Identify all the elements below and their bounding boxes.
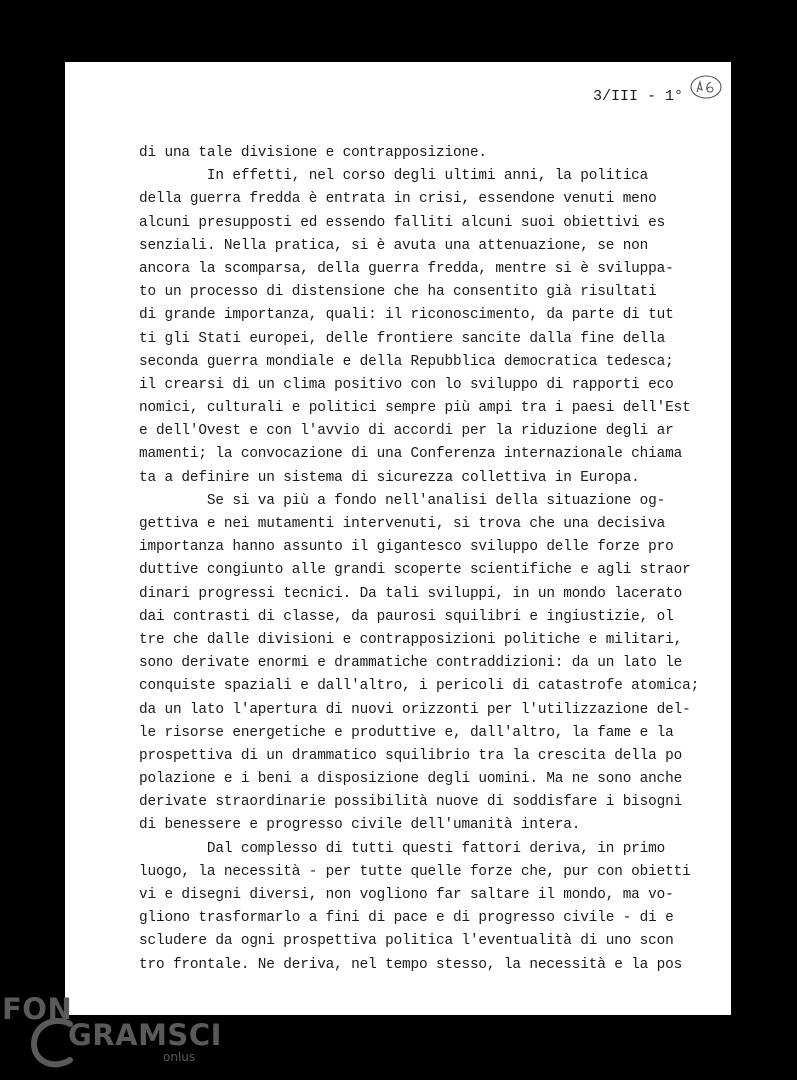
text-line: Se si va più a fondo nell'analisi della situazione og-: [139, 492, 666, 509]
text-line: nomici, culturali e politici sempre più ampi tra i paesi dell'Est: [139, 400, 691, 417]
text-line: vi e disegni diversi, non vogliono far saltare il mondo, ma vo-: [139, 887, 674, 903]
text-line: senziali. Nella pratica, si è avuta una attenuazione, se non: [139, 237, 649, 254]
text-line: della guerra fredda è entrata in crisi, essendone venuti meno: [139, 191, 657, 208]
text-line: il crearsi di un clima positivo con lo sviluppo di rapporti eco: [139, 376, 674, 393]
text-line: ta a definire un sistema di sicurezza collettiva in Europa.: [139, 469, 640, 486]
document-body: [139, 142, 739, 977]
text-line: scludere da ogni prospettiva politica l'eventualità di uno scon: [139, 933, 674, 950]
logo-text-fon: FON: [2, 992, 73, 1026]
text-line: ancora la scomparsa, della guerra fredda, mentre si è sviluppa-: [139, 260, 674, 277]
handwritten-page-mark: [689, 74, 723, 100]
text-line: polazione e i beni a disposizione degli uomini. Ma ne sono anche: [139, 771, 683, 788]
fondazione-gramsci-logo: [0, 992, 222, 1072]
text-line: e dell'Ovest e con l'avvio di accordi per la riduzione degli ar: [139, 423, 674, 440]
text-line: In effetti, nel corso degli ultimi anni, la politica: [139, 168, 649, 185]
text-line: prospettiva di un drammatico squilibrio tra la crescita della po: [139, 747, 683, 764]
text-line: dai contrasti di classe, da paurosi squilibri e ingiustizie, ol: [139, 608, 674, 625]
text-line: gliono trasformarlo a fini di pace e di progresso civile - di e: [139, 910, 674, 927]
text-line: tre che dalle divisioni e contrapposizioni politiche e militari,: [139, 631, 683, 648]
text-line: di una tale divisione e contrapposizione.: [139, 145, 487, 161]
text-line: to un processo di distensione che ha consentito già risultati: [139, 284, 657, 301]
logo-tagline: onlus: [163, 1050, 196, 1064]
text-line: di benessere e progresso civile dell'umanità intera.: [139, 817, 581, 834]
text-line: conquiste spaziali e dall'altro, i pericoli di catastrofe atomica;: [139, 678, 700, 695]
text-line: di grande importanza, quali: il riconoscimento, da parte di tut: [139, 307, 674, 324]
text-line: ti gli Stati europei, delle frontiere sancite dalla fine della: [139, 330, 666, 347]
logo-text-gramsci: GRAMSCI: [68, 1018, 222, 1052]
text-line: importanza hanno assunto il gigantesco sviluppo delle forze pro: [139, 539, 674, 556]
text-line: tro frontale. Ne deriva, nel tempo stesso, la necessità e la pos: [139, 956, 683, 973]
document-page: [65, 62, 731, 1015]
text-line: seconda guerra mondiale e della Repubblica democratica tedesca;: [139, 353, 674, 370]
text-line: gettiva e nei mutamenti intervenuti, si trova che una decisiva: [139, 516, 666, 532]
page-number: 3/III - 1°: [593, 88, 684, 105]
text-line: da un lato l'apertura di nuovi orizzonti per l'utilizzazione del-: [139, 701, 691, 718]
text-line: dinari progressi tecnici. Da tali sviluppi, in un mondo lacerato: [139, 585, 683, 602]
text-line: Dal complesso di tutti questi fattori deriva, in primo: [139, 840, 666, 857]
text-line: duttive congiunto alle grandi scoperte scientifiche e agli straor: [139, 562, 691, 579]
text-line: luogo, la necessità - per tutte quelle forze che, pur con obietti: [139, 863, 691, 880]
text-line: sono derivate enormi e drammatiche contraddizioni: da un lato le: [139, 655, 683, 672]
text-line: derivate straordinarie possibilità nuove di soddisfare i bisogni: [139, 794, 683, 811]
text-line: le risorse energetiche e produttive e, dall'altro, la fame e la: [139, 724, 674, 741]
text-line: alcuni presupposti ed essendo falliti alcuni suoi obiettivi es: [139, 214, 666, 231]
text-line: mamenti; la convocazione di una Conferenza internazionale chiama: [139, 446, 683, 463]
